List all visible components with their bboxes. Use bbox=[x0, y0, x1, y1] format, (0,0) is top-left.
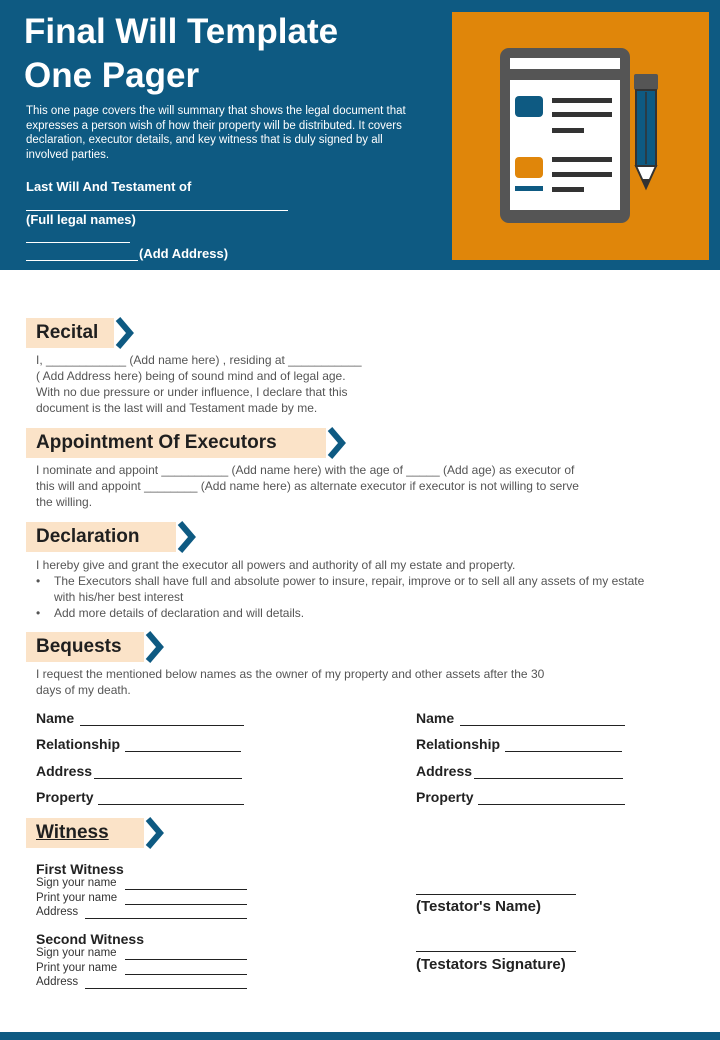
declaration-bullets bbox=[36, 573, 666, 621]
beneficiary-2-relationship-field[interactable] bbox=[416, 736, 622, 754]
section-header-declaration bbox=[26, 522, 176, 552]
second-witness-title: Second Witness bbox=[36, 931, 145, 947]
recital-line: I, ____________ (Add name here) , residing at ___________ bbox=[36, 353, 362, 367]
blank-line[interactable] bbox=[125, 959, 247, 960]
field-label-name: Name bbox=[416, 710, 455, 726]
executors-line: I nominate and appoint __________ (Add name here) with the age of _____ (Add age) as executor of bbox=[36, 463, 575, 477]
declaration-bullet: • Add more details of declaration and will details. bbox=[36, 605, 666, 621]
page-title bbox=[24, 10, 424, 98]
field-label: Print your name bbox=[36, 962, 118, 974]
section-header-recital bbox=[26, 318, 114, 348]
declaration-bullet: • The Executors shall have full and absolute power to insure, repair, improve or to sell all any assets of my estate with his/her best interest bbox=[36, 573, 666, 605]
title-line-1: Final Will Template bbox=[24, 12, 339, 51]
blank-line[interactable] bbox=[125, 889, 247, 890]
beneficiary-1-property-field[interactable] bbox=[36, 789, 244, 807]
chevron-right-icon bbox=[114, 317, 136, 349]
field-label-relationship: Relationship bbox=[36, 736, 121, 752]
declaration-text bbox=[36, 557, 666, 621]
field-label-property: Property bbox=[416, 789, 474, 805]
bequests-line: days of my death. bbox=[36, 683, 131, 697]
executors-line: this will and appoint ________ (Add name here) as alternate executor if executor is not willing to serve bbox=[36, 479, 579, 493]
beneficiary-1-relationship-field[interactable] bbox=[36, 736, 241, 754]
footer-band bbox=[0, 1032, 720, 1040]
recital-line: With no due pressure or under influence, I declare that this bbox=[36, 385, 348, 399]
section-title-executors: Appointment Of Executors bbox=[36, 432, 277, 453]
intro-text: This one page covers the will summary that shows the legal document that expresses a person wish of how their property will be distributed. It covers declaration, executor details, and key witness that is duly signed by all involved parties. bbox=[26, 105, 406, 161]
section-title-witness: Witness bbox=[36, 822, 109, 843]
blank-line[interactable] bbox=[94, 778, 242, 779]
blank-line[interactable] bbox=[125, 751, 241, 752]
section-header-bequests bbox=[26, 632, 144, 662]
name-blank-line[interactable] bbox=[26, 242, 130, 243]
section-header-witness bbox=[26, 818, 144, 848]
section-header-executors bbox=[26, 428, 326, 458]
chevron-right-icon bbox=[326, 427, 348, 459]
field-label: Address bbox=[36, 906, 79, 918]
address-blank-line[interactable] bbox=[26, 260, 138, 261]
field-label-address: Address bbox=[416, 763, 473, 779]
field-label-property: Property bbox=[36, 789, 94, 805]
testator-name-label: (Testator's Name) bbox=[416, 898, 541, 915]
blank-line[interactable] bbox=[85, 988, 247, 989]
blank-line[interactable] bbox=[478, 804, 625, 805]
second-witness-address-field[interactable] bbox=[36, 976, 247, 990]
field-label-name: Name bbox=[36, 710, 75, 726]
beneficiary-2-property-field[interactable] bbox=[416, 789, 625, 807]
chevron-right-icon bbox=[144, 631, 166, 663]
second-witness-print-field[interactable] bbox=[36, 962, 247, 976]
title-line-2: One Pager bbox=[24, 56, 200, 95]
full-legal-names-label: (Full legal names) bbox=[26, 212, 136, 227]
first-witness-sign-field[interactable] bbox=[36, 877, 247, 891]
executors-line: the willing. bbox=[36, 495, 93, 509]
last-will-label: Last Will And Testament of bbox=[26, 179, 192, 194]
second-witness-sign-field[interactable] bbox=[36, 947, 247, 961]
testator-signature-label: (Testators Signature) bbox=[416, 956, 566, 973]
full-name-blank-line[interactable] bbox=[26, 210, 288, 211]
recital-text bbox=[36, 352, 456, 416]
field-label: Sign your name bbox=[36, 947, 117, 959]
beneficiary-2-address-field[interactable] bbox=[416, 763, 623, 781]
header-band bbox=[0, 0, 720, 270]
field-label: Sign your name bbox=[36, 877, 117, 889]
section-title-declaration: Declaration bbox=[36, 526, 140, 547]
beneficiary-2-name-field[interactable] bbox=[416, 710, 625, 728]
field-label: Print your name bbox=[36, 892, 118, 904]
section-title-recital: Recital bbox=[36, 322, 99, 343]
blank-line[interactable] bbox=[98, 804, 244, 805]
add-address-label: (Add Address) bbox=[139, 246, 229, 261]
beneficiary-1-name-field[interactable] bbox=[36, 710, 244, 728]
blank-line[interactable] bbox=[85, 918, 247, 919]
testator-name-line[interactable] bbox=[416, 894, 576, 895]
blank-line[interactable] bbox=[474, 778, 623, 779]
recital-line: ( Add Address here) being of sound mind and of legal age. bbox=[36, 369, 346, 383]
blank-line[interactable] bbox=[505, 751, 622, 752]
first-witness-address-field[interactable] bbox=[36, 906, 247, 920]
bequests-line: I request the mentioned below names as the owner of my property and other assets after the 30 bbox=[36, 667, 545, 681]
bequests-text bbox=[36, 666, 666, 698]
field-label-relationship: Relationship bbox=[416, 736, 501, 752]
blank-line[interactable] bbox=[80, 725, 244, 726]
field-label-address: Address bbox=[36, 763, 93, 779]
blank-line[interactable] bbox=[460, 725, 625, 726]
field-label: Address bbox=[36, 976, 79, 988]
blank-line[interactable] bbox=[125, 904, 247, 905]
first-witness-print-field[interactable] bbox=[36, 892, 247, 906]
blank-line[interactable] bbox=[125, 974, 247, 975]
testator-signature-line[interactable] bbox=[416, 951, 576, 952]
beneficiary-1-address-field[interactable] bbox=[36, 763, 242, 781]
executors-text bbox=[36, 462, 676, 510]
recital-line: document is the last will and Testament made by me. bbox=[36, 401, 318, 415]
declaration-intro: I hereby give and grant the executor all powers and authority of all my estate and property. bbox=[36, 558, 516, 572]
chevron-right-icon bbox=[144, 817, 166, 849]
chevron-right-icon bbox=[176, 521, 198, 553]
section-title-bequests: Bequests bbox=[36, 636, 122, 657]
first-witness-title: First Witness bbox=[36, 861, 124, 877]
tablet-document-with-pencil-icon bbox=[452, 12, 709, 260]
